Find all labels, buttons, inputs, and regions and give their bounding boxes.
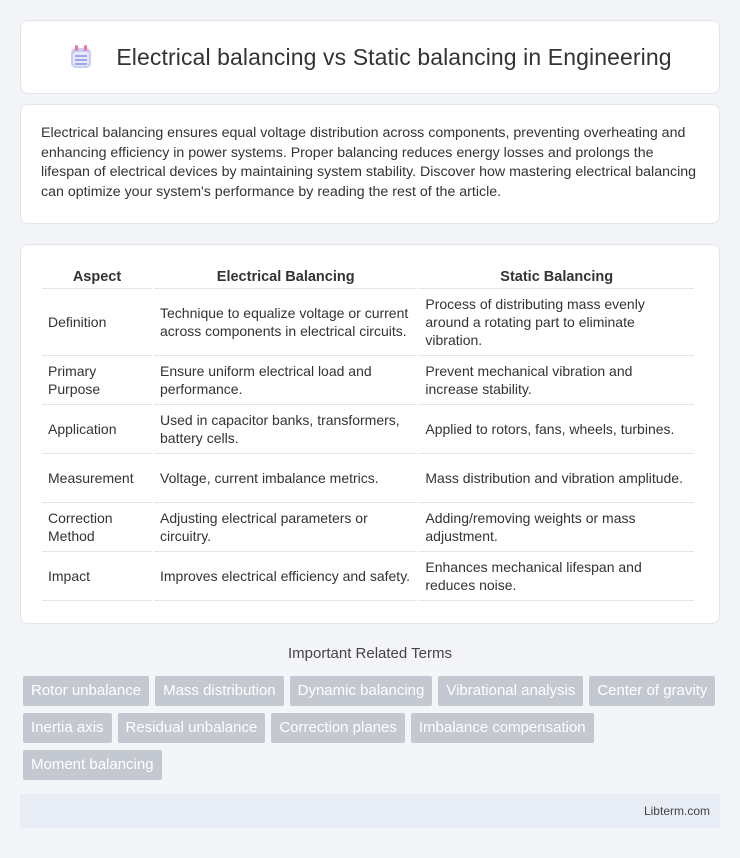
electrical-cell: Technique to equalize voltage or current across components in electrical circuits. <box>154 289 417 356</box>
static-cell: Process of distributing mass evenly around a rotating part to eliminate vibration. <box>419 289 694 356</box>
table-row <box>42 289 694 356</box>
comparison-table <box>40 265 696 601</box>
related-terms-list <box>23 676 723 780</box>
intro-card <box>20 104 720 224</box>
related-terms-title: Important Related Terms <box>288 645 452 662</box>
header-card <box>20 20 720 94</box>
electrical-cell: Improves electrical efficiency and safety. <box>154 552 417 601</box>
aspect-cell: Definition <box>42 289 152 356</box>
static-cell: Prevent mechanical vibration and increase stability. <box>419 356 694 405</box>
related-term-tag[interactable]: Residual unbalance <box>118 713 266 743</box>
calendar-icon <box>68 44 94 70</box>
related-term-tag[interactable]: Correction planes <box>271 713 405 743</box>
table-row <box>42 552 694 601</box>
table-row <box>42 356 694 405</box>
static-cell: Applied to rotors, fans, wheels, turbines. <box>419 405 694 454</box>
table-row <box>42 405 694 454</box>
column-header-static: Static Balancing <box>419 265 694 289</box>
related-term-tag[interactable]: Imbalance compensation <box>411 713 594 743</box>
static-cell: Adding/removing weights or mass adjustment. <box>419 503 694 552</box>
related-term-tag[interactable]: Mass distribution <box>155 676 284 706</box>
table-header-row <box>42 265 694 289</box>
footer <box>20 794 720 828</box>
intro-text: Electrical balancing ensures equal voltage distribution across components, preventing overheating and enhancing efficiency in power systems. Proper balancing reduces energy losses and prolongs the lifespan of electrical devices by maintaining system stability. Discover how mastering electrical balancing can optimize your system's performance by reading the rest of the article. <box>41 125 697 200</box>
static-cell: Mass distribution and vibration amplitude. <box>419 454 694 503</box>
related-term-tag[interactable]: Vibrational analysis <box>438 676 583 706</box>
electrical-cell: Ensure uniform electrical load and performance. <box>154 356 417 405</box>
footer-brand[interactable]: Libterm.com <box>643 804 710 818</box>
electrical-cell: Voltage, current imbalance metrics. <box>154 454 417 503</box>
table-row <box>42 503 694 552</box>
comparison-card <box>20 244 720 624</box>
related-term-tag[interactable]: Inertia axis <box>23 713 112 743</box>
related-term-tag[interactable]: Center of gravity <box>589 676 715 706</box>
related-term-tag[interactable]: Rotor unbalance <box>23 676 149 706</box>
aspect-cell: Correction Method <box>42 503 152 552</box>
column-header-electrical: Electrical Balancing <box>154 265 417 289</box>
aspect-cell: Application <box>42 405 152 454</box>
aspect-cell: Impact <box>42 552 152 601</box>
electrical-cell: Used in capacitor banks, transformers, battery cells. <box>154 405 417 454</box>
static-cell: Enhances mechanical lifespan and reduces noise. <box>419 552 694 601</box>
table-row <box>42 454 694 503</box>
column-header-aspect: Aspect <box>42 265 152 289</box>
related-term-tag[interactable]: Dynamic balancing <box>290 676 433 706</box>
aspect-cell: Measurement <box>42 454 152 503</box>
aspect-cell: Primary Purpose <box>42 356 152 405</box>
related-term-tag[interactable]: Moment balancing <box>23 750 162 780</box>
page-title: Electrical balancing vs Static balancing in Engineering <box>116 43 672 70</box>
electrical-cell: Adjusting electrical parameters or circuitry. <box>154 503 417 552</box>
